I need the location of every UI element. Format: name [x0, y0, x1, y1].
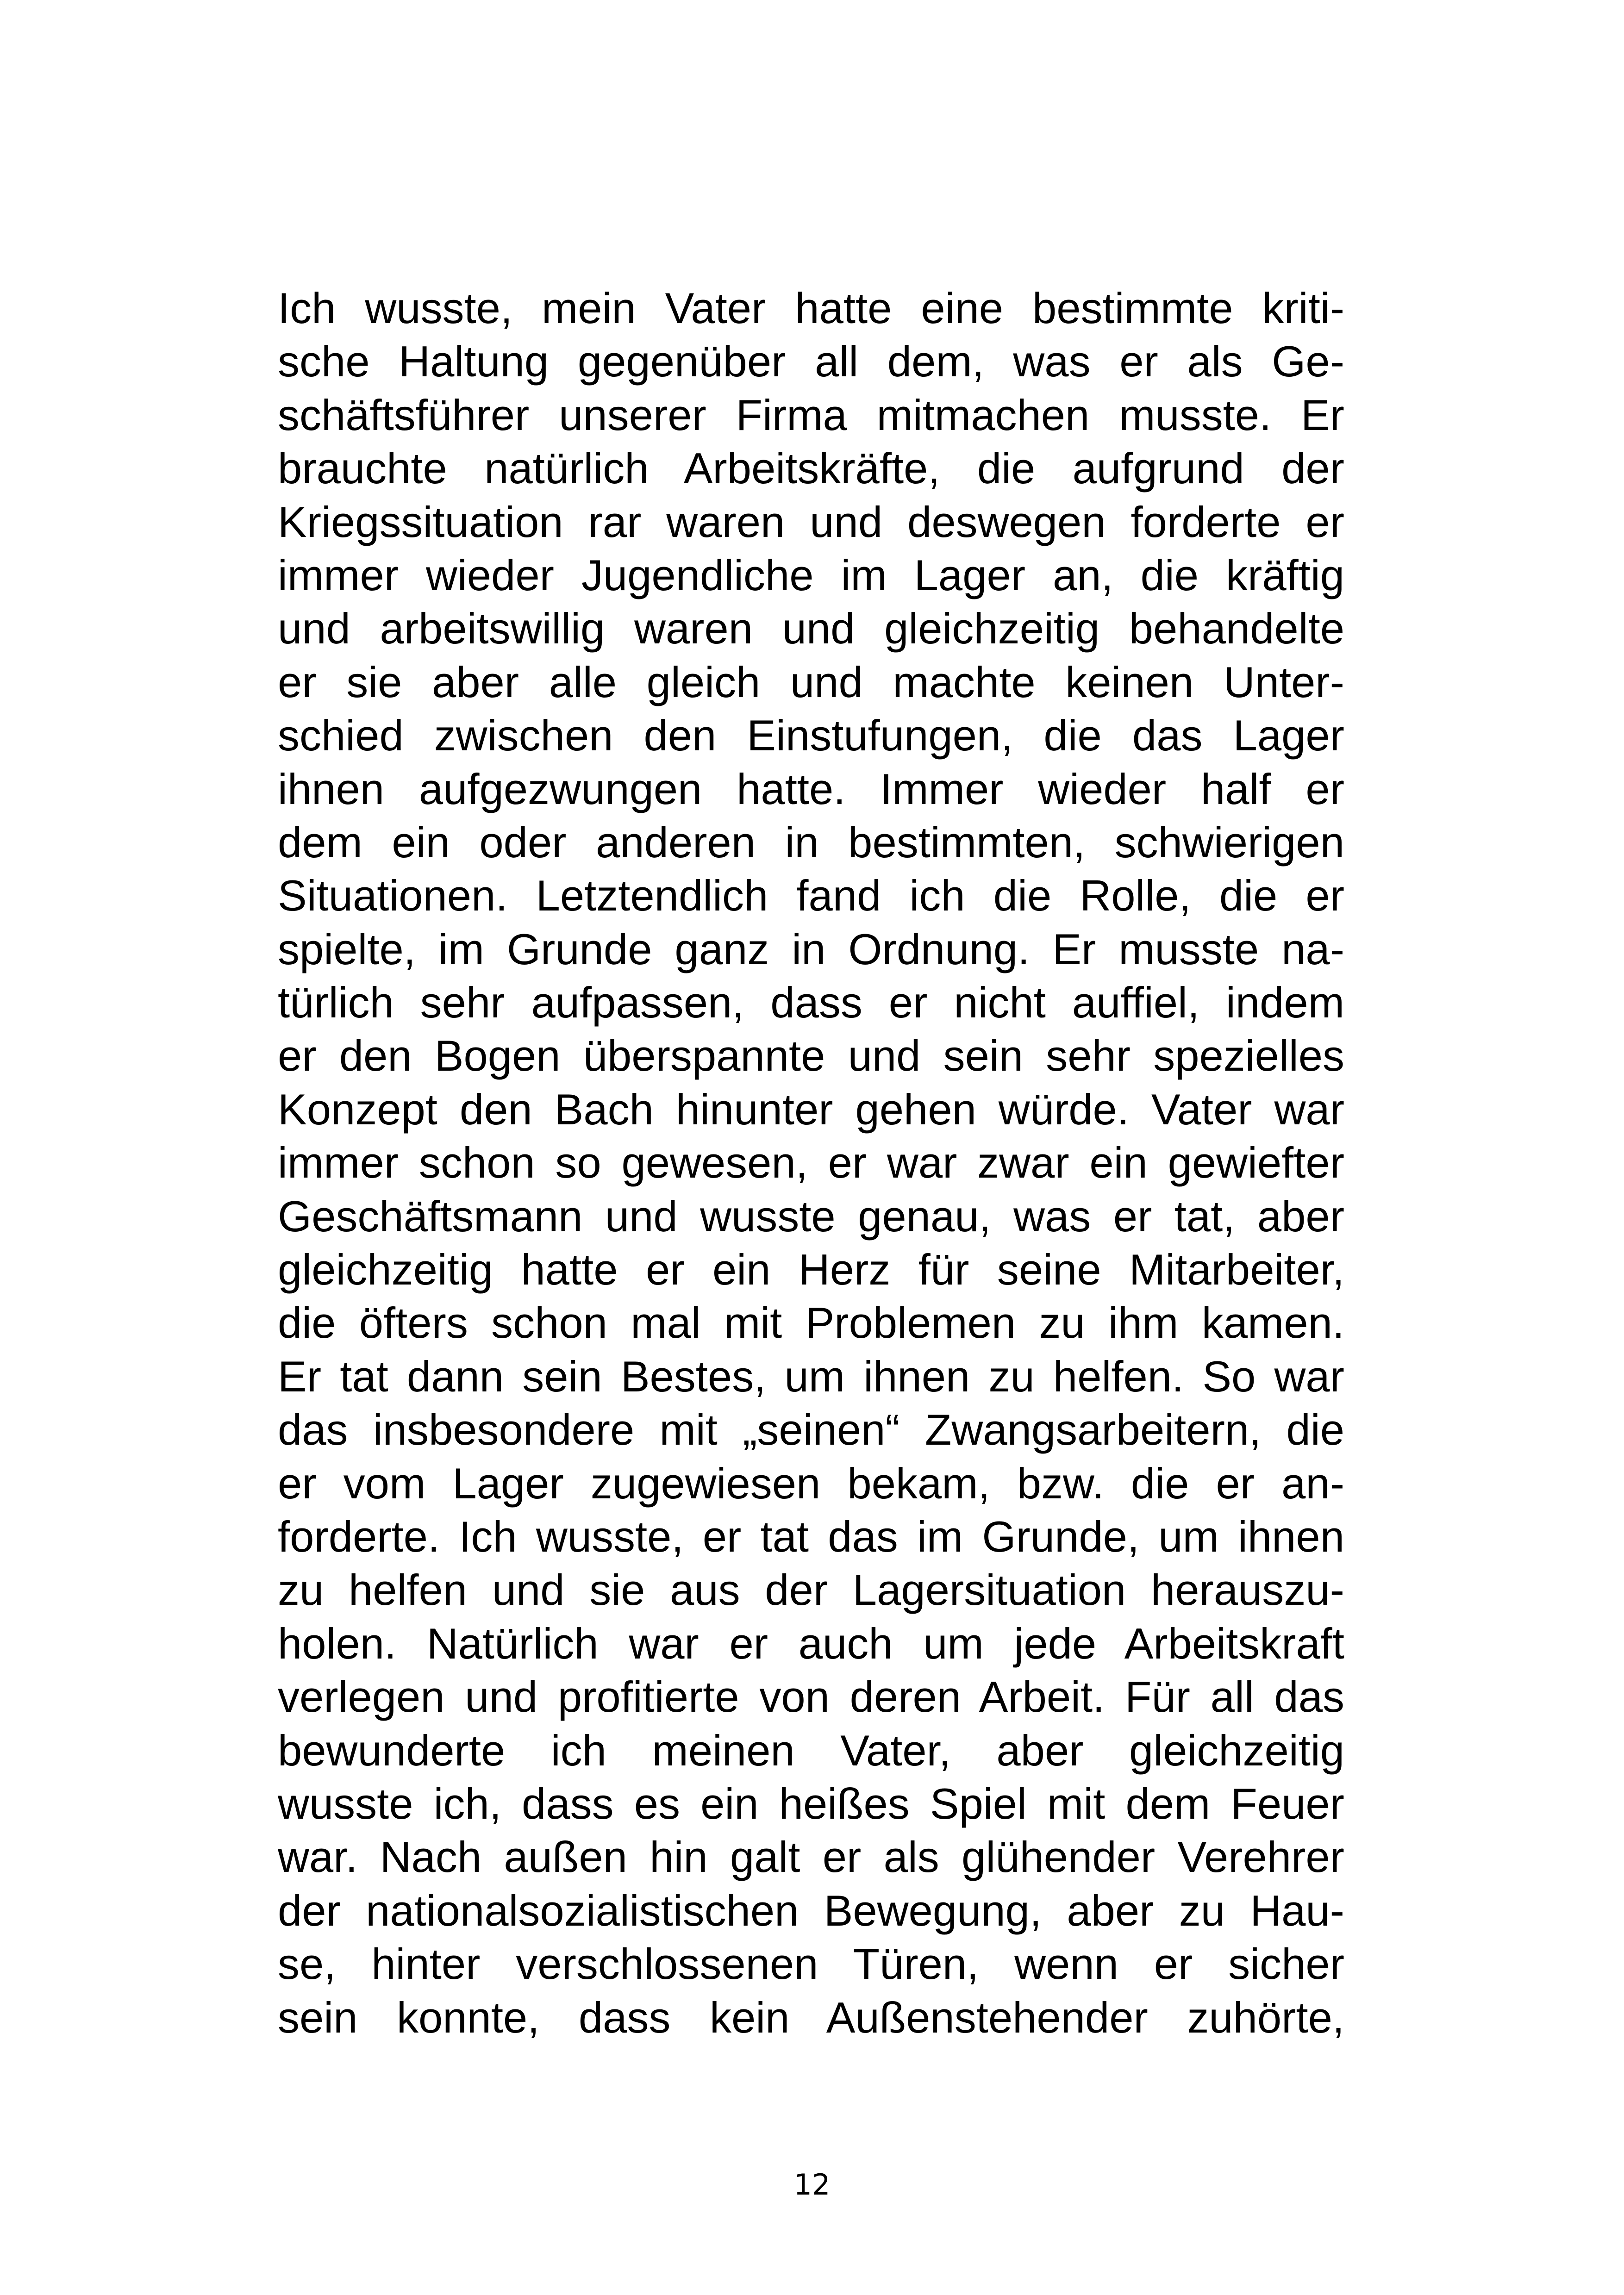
- text-line: der nationalsozialistischen Bewegung, aber zu Hau-: [278, 1886, 1344, 1935]
- text-line: Ich wusste, mein Vater hatte eine bestimmte kriti-: [278, 284, 1344, 332]
- text-line: immer wieder Jugendliche im Lager an, die kräftig: [278, 550, 1344, 599]
- text-line: Konzept den Bach hinunter gehen würde. Vater war: [278, 1085, 1344, 1134]
- text-line: dem ein oder anderen in bestimmten, schwierigen: [278, 817, 1344, 867]
- text-line: er sie aber alle gleich und machte keinen Unter-: [278, 657, 1344, 706]
- text-line: schäftsführer unserer Firma mitmachen musste. Er: [278, 390, 1344, 439]
- text-line: er vom Lager zugewiesen bekam, bzw. die er an-: [278, 1459, 1344, 1508]
- text-line: sein konnte, dass kein Außenstehender zuhörte,: [278, 1993, 1344, 2042]
- text-line: gleichzeitig hatte er ein Herz für seine Mitarbeiter,: [278, 1245, 1344, 1294]
- text-line: spielte, im Grunde ganz in Ordnung. Er musste na-: [278, 924, 1344, 973]
- text-line: holen. Natürlich war er auch um jede Arbeitskraft: [278, 1619, 1344, 1668]
- text-line: türlich sehr aufpassen, dass er nicht auffiel, indem: [278, 978, 1344, 1027]
- text-line: se, hinter verschlossenen Türen, wenn er sicher: [278, 1940, 1344, 1989]
- text-line: Geschäftsmann und wusste genau, was er tat, aber: [278, 1191, 1344, 1241]
- text-line: das insbesondere mit „seinen“ Zwangsarbeitern, die: [278, 1405, 1344, 1454]
- text-line: forderte. Ich wusste, er tat das im Grunde, um ihnen: [278, 1512, 1344, 1561]
- text-line: bewunderte ich meinen Vater, aber gleichzeitig: [278, 1726, 1344, 1775]
- text-line: ihnen aufgezwungen hatte. Immer wieder half er: [278, 764, 1344, 813]
- text-line: und arbeitswillig waren und gleichzeitig behandelte: [278, 604, 1344, 653]
- text-line: Er tat dann sein Bestes, um ihnen zu helfen. So war: [278, 1352, 1344, 1401]
- text-line: die öfters schon mal mit Problemen zu ihm kamen.: [278, 1298, 1344, 1347]
- text-line: wusste ich, dass es ein heißes Spiel mit dem Feuer: [278, 1779, 1344, 1828]
- text-line: brauchte natürlich Arbeitskräfte, die aufgrund der: [278, 444, 1344, 493]
- text-line: schied zwischen den Einstufungen, die das Lager: [278, 711, 1344, 760]
- text-line: verlegen und profitierte von deren Arbeit. Für all das: [278, 1672, 1344, 1721]
- page-number: 12: [793, 2168, 831, 2201]
- text-line: sche Haltung gegenüber all dem, was er als Ge-: [278, 337, 1344, 386]
- text-line: Kriegssituation rar waren und deswegen forderte er: [278, 497, 1344, 546]
- body-text: [278, 281, 1344, 2044]
- text-line: immer schon so gewesen, er war zwar ein gewiefter: [278, 1138, 1344, 1187]
- text-line: Situationen. Letztendlich fand ich die Rolle, die er: [278, 871, 1344, 920]
- text-line: er den Bogen überspannte und sein sehr spezielles: [278, 1031, 1344, 1080]
- text-line: war. Nach außen hin galt er als glühender Verehrer: [278, 1833, 1344, 1882]
- text-line: zu helfen und sie aus der Lagersituation herauszu-: [278, 1565, 1344, 1615]
